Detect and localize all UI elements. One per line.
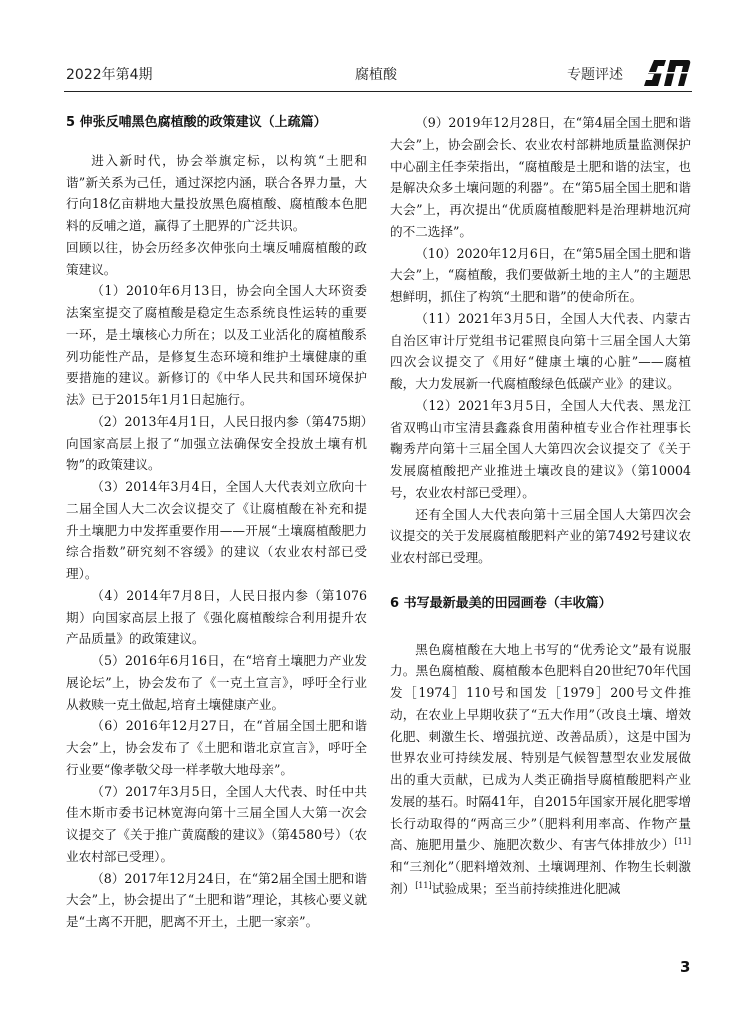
- section-6-heading: 6 书写最新最美的田园画卷（丰收篇）: [390, 595, 612, 611]
- paragraph: 进入新时代，协会举旗定标，以构筑“土肥和谐”新关系为己任，通过深挖内涵，联合各界力量，大行向18亿亩耕地大量投放黑色腐植酸、腐植酸本色肥料的反哺之道，赢得了土肥界的广泛共识。: [66, 152, 367, 233]
- paragraph: 还有全国人大代表向第十三届全国人大第四次会议提交的关于发展腐植酸肥料产业的第7492号建议农业农村部已受理。: [390, 506, 691, 565]
- paragraph: （6）2016年12月27日，在“首届全国土肥和谐大会”上，协会发布了《土肥和谐北京宣言》，呼吁全行业要“像孝敬父母一样孝敬大地母亲”。: [66, 718, 367, 777]
- text: 试验成果；至当前持续推进化肥减: [431, 880, 621, 896]
- paragraph: （11）2021年3月5日，全国人大代表、内蒙古自治区审计厅党组书记霍照良向第十三届全国人大第四次会议提交了《用好“健康土壤的心脏”——腐植酸，大力发展新一代腐植酸绿色低碳产业》的建议。: [390, 310, 691, 391]
- paragraph: （1）2010年6月13日，协会向全国人大环资委法案室提交了腐植酸是稳定生态系统良性运转的重要一环，是土壤核心力所在；以及工业活化的腐植酸系列功能性产品，是修复生态环境和维护土壤健康的重要措施的建议。新修订的《中华人民共和国环境保护法》已于2015年1月1日起施行。: [66, 283, 367, 407]
- paragraph: （12）2021年3月5日，全国人大代表、黑龙江省双鸭山市宝清县鑫淼食用菌种植专业合作社理事长鞠秀芹向第十三届全国人大第四次会议提交了《关于发展腐植酸把产业推进土壤改良的建议》（第10004号，农业农村部已受理）。: [390, 397, 691, 500]
- paragraph: （3）2014年3月4日，全国人大代表刘立欣向十二届全国人大二次会议提交了《让腐植酸在补充和提升土壤肥力中发挥重要作用——开展“土壤腐植酸肥力综合指数”研究刻不容缓》的建议（农业农村部已受理）。: [66, 479, 367, 581]
- header-rule: [64, 91, 692, 92]
- page-number: 3: [680, 958, 691, 976]
- left-column: [66, 112, 367, 933]
- citation-ref[interactable]: [11]: [674, 837, 691, 847]
- citation-ref[interactable]: [11]: [415, 880, 432, 890]
- paragraph: （2）2013年4月1日，人民日报内参（第475期）向国家高层上报了“加强立法确保安全投放土壤有机物”的政策建议。: [66, 413, 367, 473]
- paragraph: [390, 639, 691, 900]
- text: 和“三剂化”（肥料增效剂、土壤调理剂、作物生长刺激剂）: [390, 859, 691, 896]
- journal-title: 腐植酸: [355, 67, 397, 83]
- paragraph: 回顾以往，协会历经多次伸张向土壤反哺腐植酸的政策建议。: [66, 239, 367, 277]
- paragraph: （9）2019年12月28日，在“第4届全国土肥和谐大会”上，协会副会长、农业农村部耕地质量监测保护中心副主任李荣指出，“腐植酸是土肥和谐的法宝，也是解决众多土壤问题的利器”。在“第5届全国土肥和谐大会”上，再次提出“优质腐植酸肥料是治理耕地沉疴的不二选择”。: [390, 115, 691, 239]
- paragraph: （5）2016年6月16日，在“培育土壤肥力产业发展论坛”上，协会发布了《一克土宣言》，呼吁全行业从救赎一克土做起,培育土壤健康产业。: [66, 653, 367, 712]
- paragraph: （8）2017年12月24日，在“第2届全国土肥和谐大会”上，协会提出了“土肥和谐”理论，其核心要义就是“土离不开肥，肥离不开土，土肥一家亲”。: [66, 870, 367, 929]
- text: 黑色腐植酸在大地上书写的“优秀论文”最有说服力。黑色腐植酸、腐植酸本色肥料自20世纪70年代国发［1974］110号和国发［1979］200号文件推动，在农业上早期收获了“五大作用”（改良土壤、增效化肥、刺激生长、增强抗逆、改善品质），这是中国为世界农业可持续发展、特别是气候智慧型农业发展做出的重大贡献，已成为人类正确指导腐植酸肥料产业发展的基石。时隔41年，自2015年国家开展化肥零增长行动取得的“两高三少”（肥料利用率高、作物产量高、施肥用量少、施肥次数少、有害气体排放少）: [390, 641, 691, 853]
- paragraph: （10）2020年12月6日，在“第5届全国土肥和谐大会”上，“腐植酸，我们要做新土地的主人”的主题思想鲜明，抓住了构筑“土肥和谐”的使命所在。: [390, 245, 691, 304]
- issue-label: 2022年第4期: [66, 67, 153, 83]
- section-label: 专题评述: [567, 67, 623, 83]
- paragraph: （7）2017年3月5日，全国人大代表、时任中共佳木斯市委书记林宽海向第十三届全国人大第一次会议提交了《关于推广黄腐酸的建议》（第4580号）（农业农村部已受理）。: [66, 783, 367, 864]
- paragraph: （4）2014年7月8日，人民日报内参（第1076期）向国家高层上报了《强化腐植酸综合利用提升农产品质量》的政策建议。: [66, 587, 367, 647]
- right-column: [390, 112, 691, 900]
- section-5-heading: 5 伸张反哺黑色腐植酸的政策建议（上疏篇）: [66, 115, 327, 130]
- journal-logo-icon: [642, 58, 692, 92]
